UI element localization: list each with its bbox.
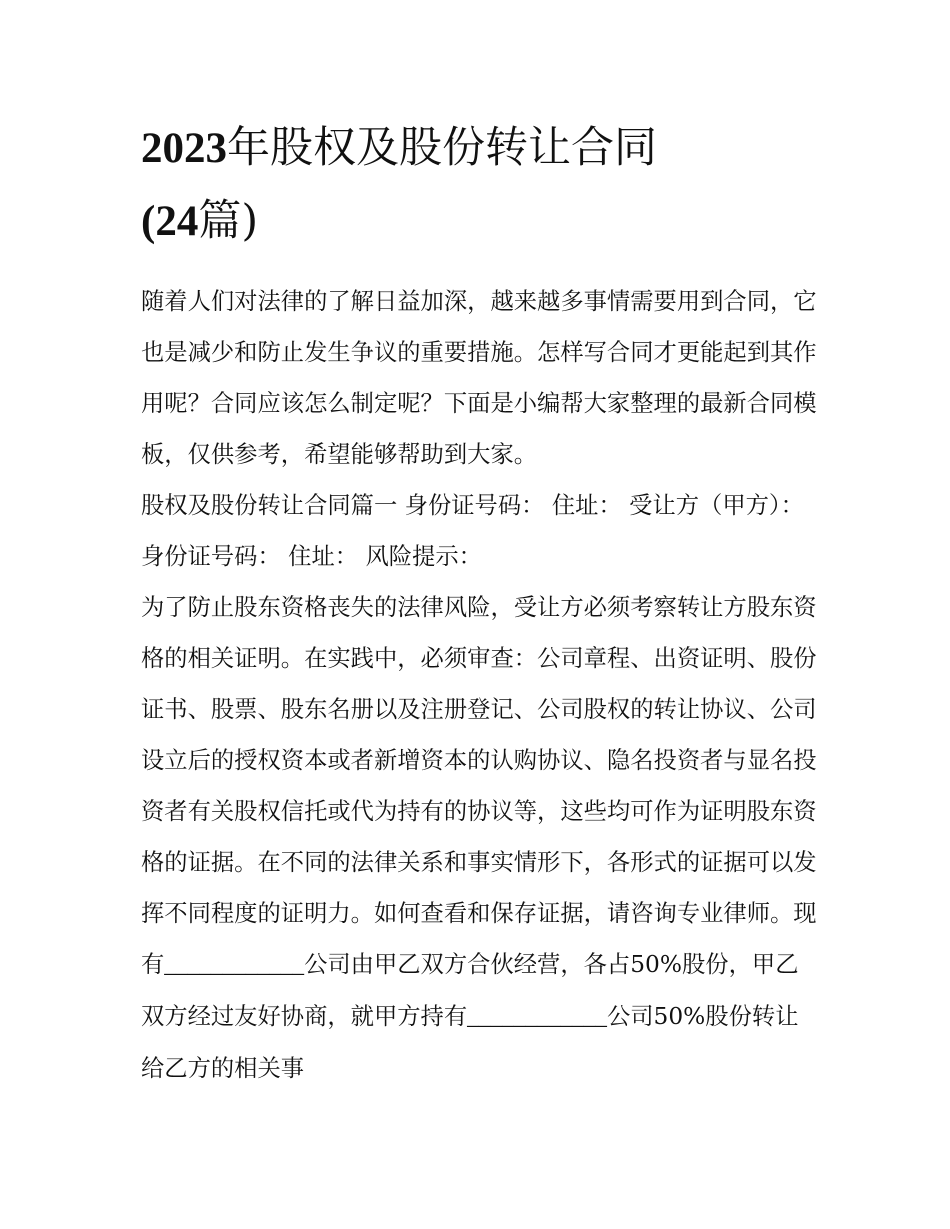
company-name-blank-1: ____________ (164, 952, 305, 978)
title-year: 2023 (141, 125, 227, 172)
document-page (141, 0, 821, 1229)
intro-paragraph: 随着人们对法律的了解日益加深，越来越多事情需要用到合同，它也是减少和防止发生争议的重要措施。怎样写合同才更能起到其作用呢？合同应该怎么制定呢？下面是小编帮大家整理的最新合同模板，仅供参考，希望能够帮助到大家。 (141, 288, 817, 468)
risk-paragraph-part2: 公司由甲乙双方合伙经营，各占50%股份，甲乙双方经过友好协商，就甲方持有 (141, 951, 799, 1030)
title-count: (24 (141, 198, 199, 245)
company-name-blank-2: ____________ (467, 1004, 607, 1030)
risk-paragraph-part1: 为了防止股东资格丧失的法律风险，受让方必须考察转让方股东资格的相关证明。在实践中，必须审查：公司章程、出资证明、股份证书、股票、股东名册以及注册登记、公司股权的转让协议、公司设立后的授权资本或者新增资本的认购协议、隐名投资者与显名投资者有关股权信托或代为持有的协议等，这些均可作为证明股东资格的证据。在不同的法律关系和事实情形下，各形式的证据可以发挥不同程度的证明力。如何查看和保存证据，请咨询专业律师。现有 (141, 594, 817, 978)
title-main: 年股权及股份转让合同 (227, 123, 657, 173)
risk-paragraph (141, 582, 821, 1094)
document-body (141, 276, 821, 1094)
risk-paragraph-part3: 公司50%股份转让给乙方的相关事 (141, 1003, 799, 1082)
document-title (141, 112, 821, 258)
section-heading-line: 股权及股份转让合同篇一 身份证号码： 住址： 受让方（甲方）： 身份证号码： 住址： 风险提示： (141, 492, 804, 570)
title-suffix: 篇) (198, 196, 259, 246)
